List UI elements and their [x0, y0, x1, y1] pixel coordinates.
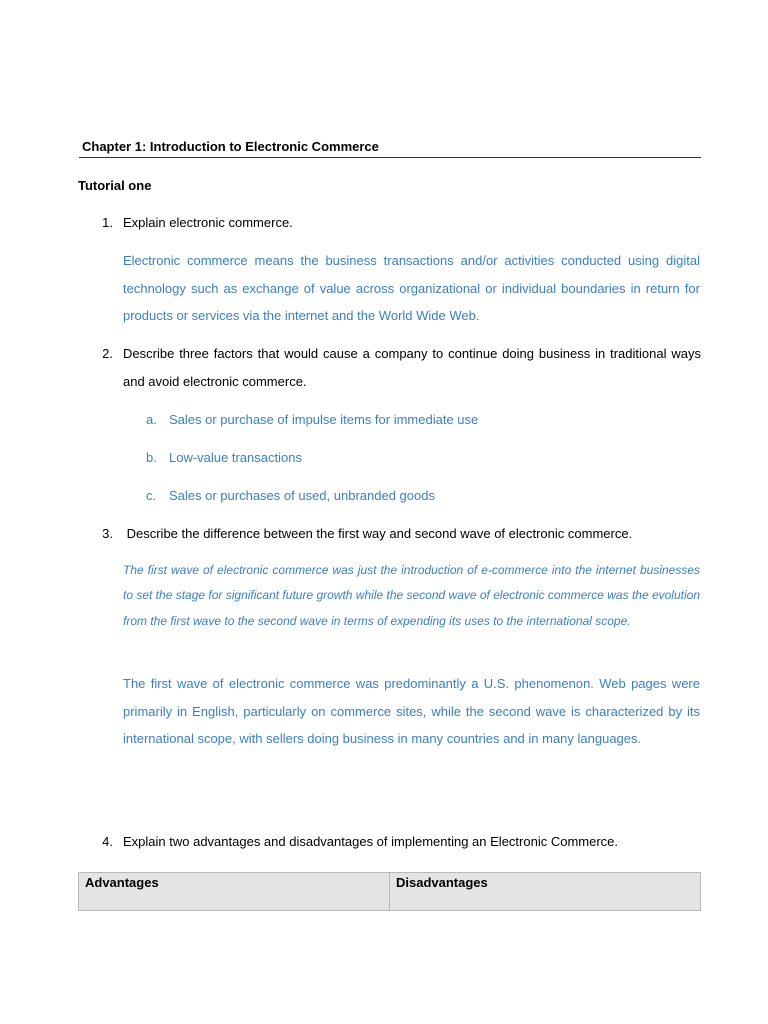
list-item-letter: c.	[146, 488, 157, 503]
list-item-letter: a.	[146, 412, 157, 427]
question-text: Describe the difference between the first way and second wave of electronic commerce.	[123, 526, 633, 541]
tutorial-subtitle: Tutorial one	[78, 178, 152, 193]
question-number: 3.	[102, 526, 113, 541]
chapter-title: Chapter 1: Introduction to Electronic Commerce	[82, 139, 379, 154]
answer-text-italic: The first wave of electronic commerce was just the introduction of e-commerce into the internet businesses to set the stage for significant future growth while the second wave of electronic commerce was the evolution from the first wave to the second wave in terms of expending its uses to the international scope.	[123, 563, 700, 628]
list-item-text: Low-value transactions	[169, 450, 302, 465]
question-number: 1.	[102, 215, 113, 230]
question-text: Explain two advantages and disadvantages of implementing an Electronic Commerce.	[123, 834, 618, 849]
question-number: 4.	[102, 834, 113, 849]
table-header-row	[79, 873, 701, 911]
title-underline	[79, 157, 701, 158]
question-text: Explain electronic commerce.	[123, 215, 293, 230]
question-number: 2.	[102, 346, 113, 361]
advantages-table	[78, 872, 701, 911]
list-item-letter: b.	[146, 450, 157, 465]
answer-text: Electronic commerce means the business transactions and/or activities conducted using digital technology such as exchange of value across organizational or individual boundaries in return for products or services via the internet and the World Wide Web.	[123, 253, 700, 323]
answer-text: The first wave of electronic commerce was predominantly a U.S. phenomenon. Web pages were primarily in English, particularly on commerce sites, while the second wave is characterized by its international scope, with sellers doing business in many countries and in many languages.	[123, 676, 700, 746]
table-header-advantages: Advantages	[79, 873, 390, 911]
table-header-disadvantages: Disadvantages	[390, 873, 701, 911]
list-item-text: Sales or purchase of impulse items for immediate use	[169, 412, 479, 427]
list-item-text: Sales or purchases of used, unbranded goods	[169, 488, 435, 503]
question-text: Describe three factors that would cause a company to continue doing business in traditional ways and avoid electronic commerce.	[123, 346, 701, 389]
